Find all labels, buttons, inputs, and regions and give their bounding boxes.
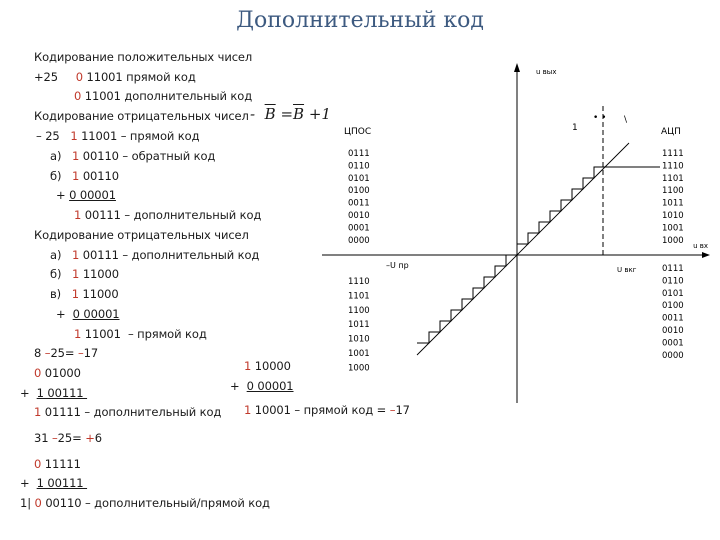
text-segment: +25 (34, 70, 76, 84)
text-segment: Кодирование отрицательных чисел (34, 109, 249, 123)
text-segment: 11001 дополнительный код (81, 89, 253, 103)
neg-reference-label: –U пр (386, 261, 409, 270)
text-line (50, 248, 259, 262)
sign-bit: 1 (71, 287, 79, 301)
left-code-bottom: 1100 (348, 305, 370, 316)
left-code-bottom: 1001 (348, 349, 370, 359)
sign-bit: 1 (34, 405, 42, 419)
text-line (230, 379, 294, 393)
right-code-top: 1110 (662, 161, 684, 172)
sign-bit: – (44, 346, 51, 360)
text-line (244, 359, 291, 373)
text-line (56, 188, 116, 202)
sign-bit: – (389, 403, 396, 417)
right-code-bottom: 0110 (662, 276, 684, 287)
text-segment: 00111 – дополнительный код (79, 248, 260, 262)
text-line (50, 287, 119, 301)
left-code-top: 0000 (348, 235, 370, 246)
text-segment: в) (50, 287, 72, 301)
right-code-top: 1111 (662, 149, 684, 159)
left-code-top: 0011 (348, 198, 370, 209)
right-code-top: 1010 (662, 211, 684, 221)
pos-reference-label: U вкг (617, 266, 637, 274)
text-segment: 25= (57, 431, 86, 445)
formula-lhs: $\overline{B}$ (264, 105, 276, 123)
right-code-top: 1011 (662, 198, 684, 209)
left-code-top: 0110 (348, 161, 370, 172)
sign-bit: – (52, 431, 58, 445)
left-code-top: 0111 (348, 149, 370, 159)
text-segment: 0 00001 (246, 379, 294, 393)
text-segment: 17 (83, 346, 99, 360)
sign-bit: 1 (74, 208, 82, 222)
text-line (34, 70, 196, 84)
text-segment: а) (50, 149, 73, 163)
sign-bit: 1 (72, 169, 80, 183)
text-segment: 00110 – обратный код (79, 149, 216, 163)
right-header: АЦП (661, 127, 681, 137)
text-segment: 10001 – прямой код = (251, 403, 390, 417)
sign-bit: 1 (244, 403, 252, 417)
formula-plus: +1 (308, 105, 331, 123)
text-segment: 11001 – прямой код (81, 327, 207, 341)
left-code-bottom: 1010 (348, 334, 370, 345)
sign-bit: 1 (74, 327, 82, 341)
right-code-bottom: 0011 (662, 313, 684, 324)
sign-bit: 0 (34, 457, 42, 471)
x-axis-label: u вх (693, 242, 708, 250)
y-axis-arrow (514, 63, 520, 72)
sign-bit: 0 (74, 89, 82, 103)
right-code-top: 1001 (662, 223, 684, 234)
text-segment: 0 00001 (69, 188, 116, 202)
right-code-bottom: 0010 (662, 326, 684, 336)
text-segment: + (20, 476, 37, 490)
right-code-bottom: 0000 (662, 350, 684, 361)
text-line (34, 228, 249, 242)
text-line (56, 307, 120, 321)
right-code-bottom: 0100 (662, 301, 684, 312)
left-code-bottom: 1110 (348, 277, 370, 287)
adc-transfer-diagram (310, 58, 720, 408)
text-line (50, 149, 215, 163)
sign-bit: + (85, 431, 95, 445)
text-segment: 17 (395, 403, 410, 417)
left-code-bottom: 1000 (348, 363, 370, 374)
left-code-top: 0100 (348, 186, 370, 197)
text-line (36, 129, 199, 143)
left-code-top: 0010 (348, 211, 370, 221)
text-segment: + (56, 188, 70, 202)
left-code-bottom: 1101 (348, 291, 370, 302)
sign-bit: 1 (72, 248, 80, 262)
text-segment: б) (50, 169, 73, 183)
x-axis-arrow (702, 252, 710, 258)
formula-minus: - (250, 105, 256, 123)
text-segment: Кодирование положительных чисел (34, 50, 253, 64)
text-segment: 01000 (41, 366, 81, 380)
left-code-top: 0001 (348, 223, 370, 234)
text-segment: + (230, 379, 247, 393)
text-segment: а) (50, 248, 73, 262)
text-segment: 11001 – прямой код (77, 129, 200, 143)
formula-rhs: $\overline{B}$ (293, 105, 305, 123)
sign-bit: 1 (72, 149, 80, 163)
text-segment: Кодирование отрицательных чисел (34, 228, 249, 242)
text-segment: 10000 (251, 359, 291, 373)
right-code-bottom: 0101 (662, 288, 684, 299)
text-segment: 1 00111 (36, 476, 88, 490)
sign-bit: 0 (34, 366, 42, 380)
text-line (34, 109, 249, 123)
sign-bit: 0 (34, 496, 42, 510)
text-line (34, 366, 81, 380)
text-line (34, 50, 252, 64)
text-line (34, 405, 221, 419)
sign-bit: 0 (75, 70, 83, 84)
text-segment: – 25 (36, 129, 71, 143)
text-segment: 11001 прямой код (82, 70, 196, 84)
sign-bit: 1 (70, 129, 78, 143)
text-segment: 25= (50, 346, 78, 360)
text-segment: 11111 (41, 457, 81, 471)
text-segment: 00111 – дополнительный код (81, 208, 262, 222)
text-segment: 01111 – дополнительный код (41, 405, 222, 419)
text-segment: 0 00001 (72, 307, 120, 321)
text-line (34, 457, 81, 471)
text-segment: 00110 (79, 169, 119, 183)
text-segment: 6 (94, 431, 102, 445)
left-code-bottom: 1011 (348, 320, 370, 331)
sign-bit: 1 (72, 267, 80, 281)
ideal-transfer-line (417, 143, 629, 355)
y-axis-label: u вых (536, 68, 557, 76)
right-code-bottom: 0111 (662, 264, 684, 274)
one-label: 1 (572, 123, 578, 133)
text-segment: 11000 (79, 267, 119, 281)
text-segment: 1| (20, 496, 35, 510)
text-segment: б) (50, 267, 73, 281)
text-line (20, 476, 87, 490)
formula-eq: = (280, 105, 294, 123)
left-code-top: 0101 (348, 173, 370, 184)
text-segment: 11000 (78, 287, 119, 301)
right-code-top: 1101 (662, 173, 684, 184)
right-code-bottom: 0001 (662, 338, 684, 349)
dots: • • (593, 113, 607, 123)
text-line (34, 346, 98, 360)
text-line (20, 496, 270, 510)
text-segment: 00110 – дополнительный/прямой код (41, 496, 270, 510)
text-segment: 31 (34, 431, 52, 445)
left-header: ЦПОС (344, 127, 372, 137)
text-line (50, 169, 119, 183)
text-segment: + (20, 386, 37, 400)
sign-bit: 1 (244, 359, 252, 373)
slash: \ (624, 115, 628, 125)
slide-title: Дополнительный код (236, 8, 484, 33)
text-segment: 1 00111 (36, 386, 88, 400)
right-code-top: 1000 (662, 235, 684, 246)
right-code-top: 1100 (662, 186, 684, 197)
sign-bit: – (77, 346, 84, 360)
text-line (74, 327, 207, 341)
text-line (74, 89, 252, 103)
text-line (74, 208, 261, 222)
text-line (34, 431, 102, 445)
text-segment: 8 (34, 346, 45, 360)
text-segment: + (56, 307, 73, 321)
text-line (50, 267, 119, 281)
text-line (20, 386, 87, 400)
